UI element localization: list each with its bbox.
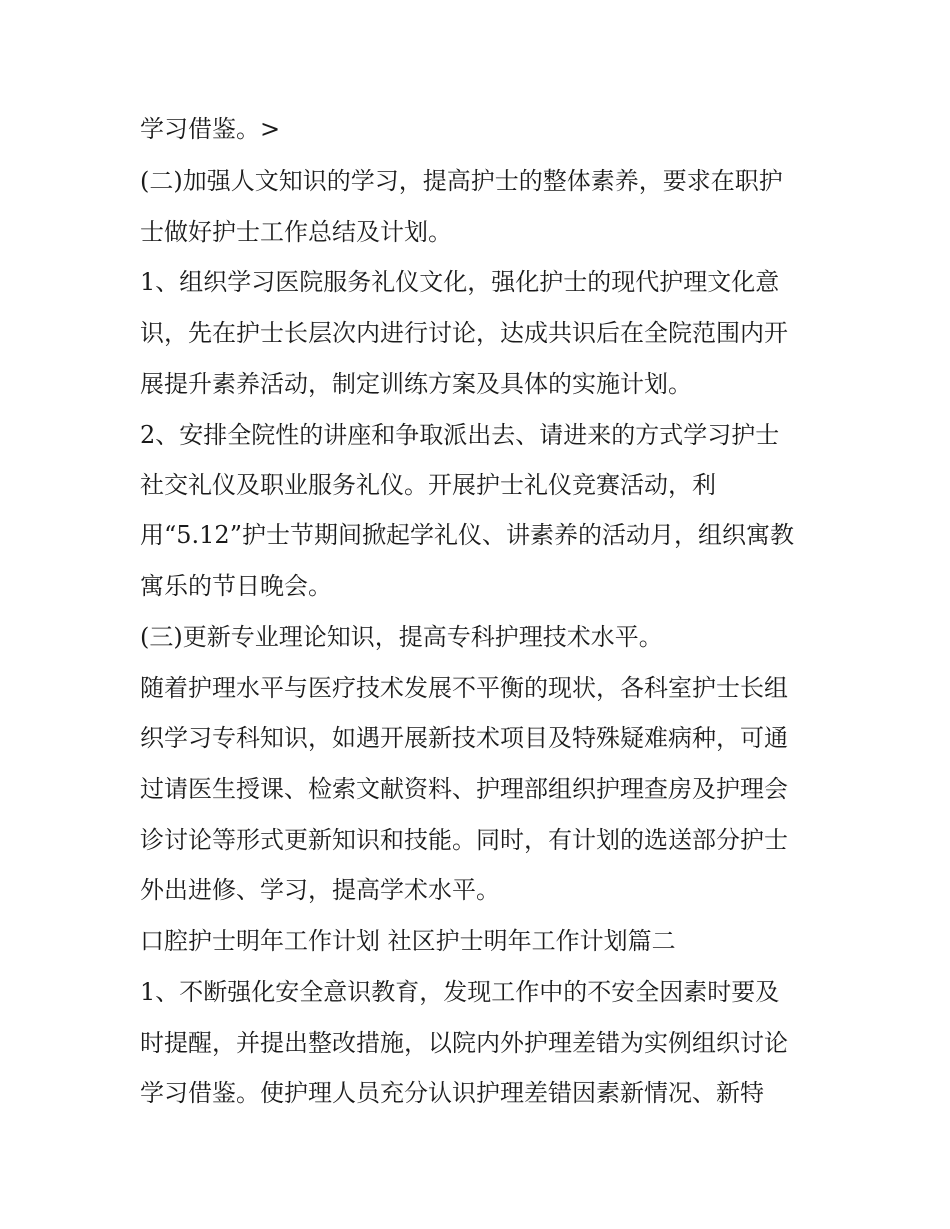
section-heading: 口腔护士明年工作计划 社区护士明年工作计划篇二 bbox=[140, 927, 676, 955]
text-line: 士做好护士工作总结及计划。 bbox=[140, 218, 452, 246]
text-line: 展提升素养活动，制定训练方案及具体的实施计划。 bbox=[140, 370, 692, 398]
text-line: 识，先在护士长层次内进行讨论，达成共识后在全院范围内开 bbox=[140, 319, 788, 347]
section-heading: (三)更新专业理论知识，提高专科护理技术水平。 bbox=[140, 623, 663, 651]
text-line: 随着护理水平与医疗技术发展不平衡的现状，各科室护士长组 bbox=[140, 674, 788, 702]
text-line: 用“5.12”护士节期间掀起学礼仪、讲素养的活动月，组织寓教 bbox=[140, 521, 794, 549]
list-item: 1、不断强化安全意识教育，发现工作中的不安全因素时要及 bbox=[140, 978, 780, 1006]
text-line: 过请医生授课、检索文献资料、护理部组织护理查房及护理会 bbox=[140, 775, 788, 803]
text-line: 外出进修、学习，提高学术水平。 bbox=[140, 876, 500, 904]
text-line: 社交礼仪及职业服务礼仪。开展护士礼仪竞赛活动，利 bbox=[140, 471, 716, 499]
text-line: 时提醒，并提出整改措施，以院内外护理差错为实例组织讨论 bbox=[140, 1029, 788, 1057]
text-line: 诊讨论等形式更新知识和技能。同时，有计划的选送部分护士 bbox=[140, 826, 788, 854]
section-heading: (二)加强人文知识的学习，提高护士的整体素养，要求在职护 bbox=[140, 167, 783, 195]
text-line: 织学习专科知识，如遇开展新技术项目及特殊疑难病种，可通 bbox=[140, 724, 788, 752]
text-line: 学习借鉴。> bbox=[140, 115, 281, 143]
text-line: 学习借鉴。使护理人员充分认识护理差错因素新情况、新特 bbox=[140, 1079, 764, 1107]
list-item: 2、安排全院性的讲座和争取派出去、请进来的方式学习护士 bbox=[140, 421, 780, 449]
text-line: 寓乐的节日晚会。 bbox=[140, 572, 332, 600]
list-item: 1、组织学习医院服务礼仪文化，强化护士的现代护理文化意 bbox=[140, 268, 780, 296]
